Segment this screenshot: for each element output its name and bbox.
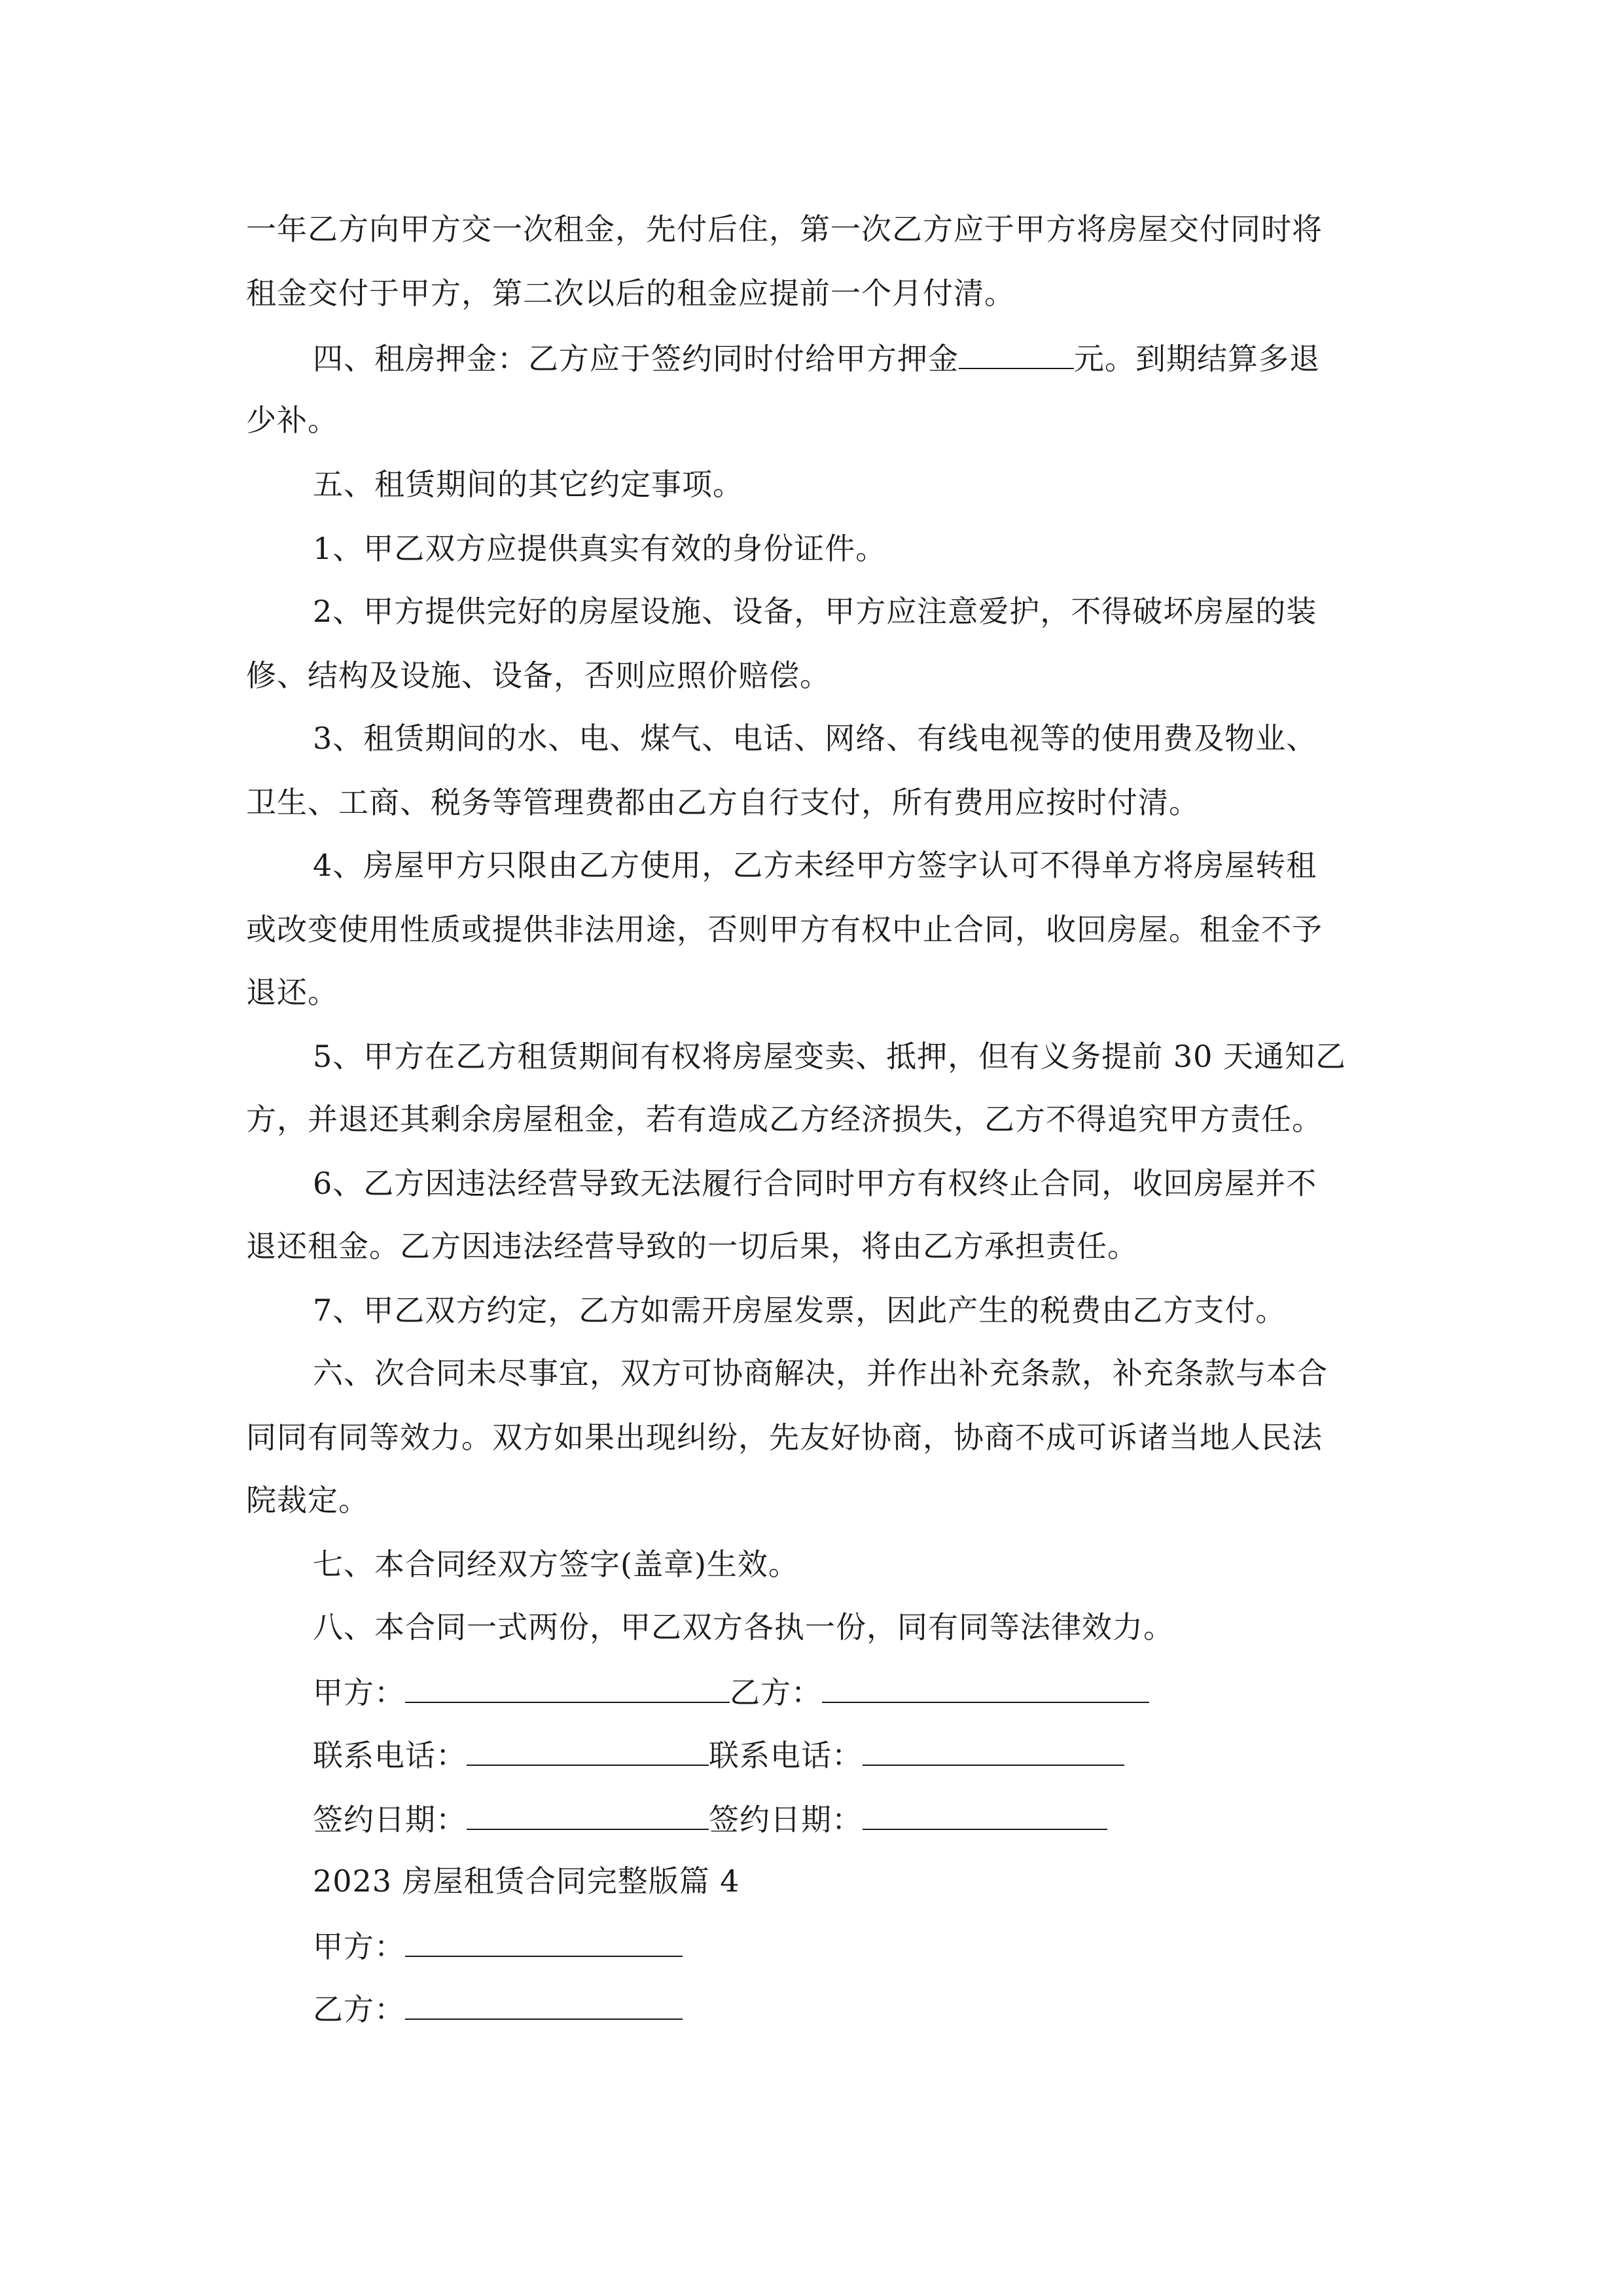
party-a-date-blank bbox=[467, 1799, 709, 1830]
signature-row-phone bbox=[313, 1734, 1124, 1775]
paragraph-line: 退还租金。乙方因违法经营导致的一切后果，将由乙方承担责任。 bbox=[246, 1229, 1138, 1264]
next-party-b-row bbox=[313, 1988, 683, 2029]
paragraph-line: 修、结构及设施、设备，否则应照价赔偿。 bbox=[246, 658, 830, 693]
paragraph-line: 3、租赁期间的水、电、煤气、电话、网络、有线电视等的使用费及物业、 bbox=[313, 721, 1317, 756]
paragraph-line: 同同有同等效力。双方如果出现纠纷，先友好协商，协商不成可诉诸当地人民法 bbox=[246, 1420, 1323, 1455]
deposit-amount-blank bbox=[959, 338, 1074, 369]
paragraph-line: 七、本合同经双方签字(盖章)生效。 bbox=[313, 1547, 799, 1582]
signature-row-parties bbox=[313, 1672, 1149, 1712]
party-b-blank bbox=[822, 1672, 1149, 1703]
next-section-title: 2023 房屋租赁合同完整版篇 4 bbox=[313, 1863, 740, 1899]
paragraph-line: 一年乙方向甲方交一次租金，先付后住，第一次乙方应于甲方将房屋交付同时将 bbox=[246, 211, 1323, 247]
paragraph-line: 退还。 bbox=[246, 975, 338, 1010]
paragraph-line: 5、甲方在乙方租赁期间有权将房屋变卖、抵押，但有义务提前 30 天通知乙 bbox=[313, 1039, 1347, 1074]
paragraph-line: 2、甲方提供完好的房屋设施、设备，甲方应注意爱护，不得破坏房屋的装 bbox=[313, 594, 1317, 629]
paragraph-line: 六、次合同未尽事宜，双方可协商解决，并作出补充条款，补充条款与本合 bbox=[313, 1355, 1328, 1391]
paragraph-text: 元。到期结算多退 bbox=[1074, 341, 1320, 376]
next-party-b-label: 乙方： bbox=[313, 1992, 405, 2027]
deposit-clause bbox=[313, 338, 1320, 378]
paragraph-line: 卫生、工商、税务等管理费都由乙方自行支付，所有费用应按时付清。 bbox=[246, 785, 1200, 820]
paragraph-line: 6、乙方因违法经营导致无法履行合同时甲方有权终止合同，收回房屋并不 bbox=[313, 1166, 1317, 1201]
next-party-a-label: 甲方： bbox=[313, 1929, 405, 1964]
next-party-a-blank bbox=[405, 1926, 683, 1957]
paragraph-line: 4、房屋甲方只限由乙方使用，乙方未经甲方签字认可不得单方将房屋转租 bbox=[313, 848, 1317, 883]
party-a-phone-label: 联系电话： bbox=[313, 1738, 467, 1773]
party-a-phone-blank bbox=[467, 1734, 709, 1766]
party-a-blank bbox=[405, 1672, 730, 1703]
paragraph-line: 7、甲乙双方约定，乙方如需开房屋发票，因此产生的税费由乙方支付。 bbox=[313, 1293, 1287, 1328]
party-a-label: 甲方： bbox=[313, 1675, 405, 1710]
party-b-phone-label: 联系电话： bbox=[709, 1738, 863, 1773]
next-party-a-row bbox=[313, 1926, 683, 1966]
paragraph-line: 院裁定。 bbox=[246, 1482, 369, 1518]
paragraph-line: 或改变使用性质或提供非法用途，否则甲方有权中止合同，收回房屋。租金不予 bbox=[246, 912, 1323, 947]
paragraph-line: 方，并退还其剩余房屋租金，若有造成乙方经济损失，乙方不得追究甲方责任。 bbox=[246, 1102, 1323, 1137]
section-heading: 五、租赁期间的其它约定事项。 bbox=[313, 467, 743, 502]
party-b-date-blank bbox=[863, 1799, 1107, 1830]
paragraph-line: 八、本合同一式两份，甲乙双方各执一份，同有同等法律效力。 bbox=[313, 1609, 1174, 1645]
paragraph-line: 少补。 bbox=[246, 403, 338, 438]
next-party-b-blank bbox=[405, 1988, 683, 2020]
paragraph-text: 四、租房押金：乙方应于签约同时付给甲方押金 bbox=[313, 341, 959, 376]
signature-row-date bbox=[313, 1799, 1107, 1839]
paragraph-line: 1、甲乙双方应提供真实有效的身份证件。 bbox=[313, 531, 887, 566]
paragraph-line: 租金交付于甲方，第二次以后的租金应提前一个月付清。 bbox=[246, 276, 1015, 311]
party-a-date-label: 签约日期： bbox=[313, 1802, 467, 1837]
party-b-phone-blank bbox=[863, 1734, 1124, 1766]
party-b-label: 乙方： bbox=[730, 1675, 822, 1710]
party-b-date-label: 签约日期： bbox=[709, 1802, 863, 1837]
